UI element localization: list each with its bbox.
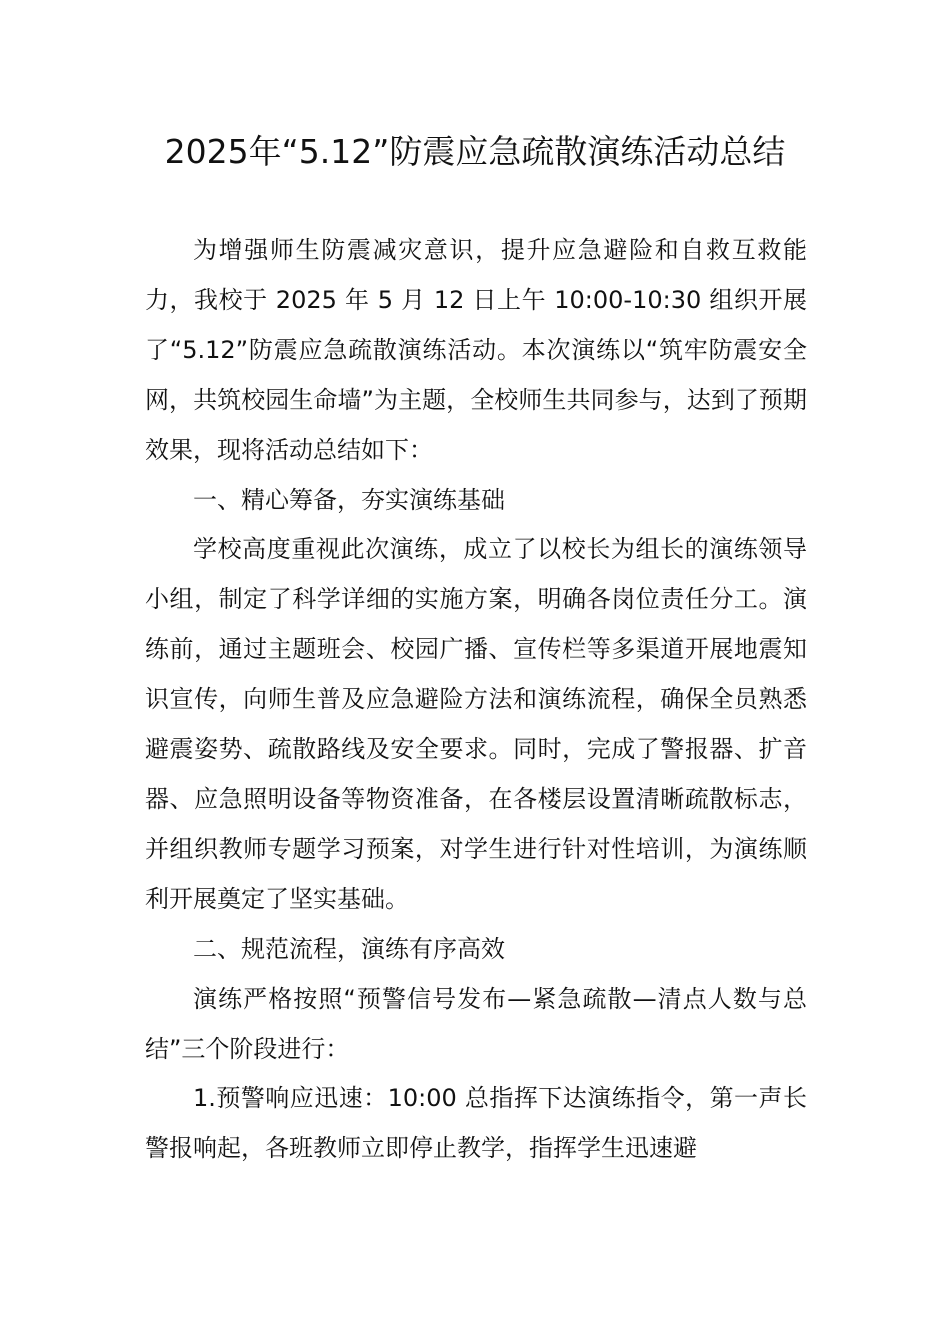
section-2-item-1: 1.预警响应迅速：10:00 总指挥下达演练指令，第一声长警报响起，各班教师立即停止教学，指挥学生迅速避	[145, 1084, 807, 1163]
section-1-paragraph: 学校高度重视此次演练，成立了以校长为组长的演练领导小组，制定了科学详细的实施方案，明确各岗位责任分工。演练前，通过主题班会、校园广播、宣传栏等多渠道开展地震知识宣传，向师生普及应急避险方法和演练流程，确保全员熟悉避震姿势、疏散路线及安全要求。同时，完成了警报器、扩音器、应急照明设备等物资准备，在各楼层设置清晰疏散标志，并组织教师专题学习预案，对学生进行针对性培训，为演练顺利开展奠定了坚实基础。	[145, 535, 807, 913]
document-body	[145, 226, 807, 1174]
section-2-paragraph: 演练严格按照“预警信号发布—紧急疏散—清点人数与总结”三个阶段进行：	[145, 984, 807, 1063]
intro-paragraph: 为增强师生防震减灾意识，提升应急避险和自救互救能力，我校于 2025 年 5 月 12 日上午 10:00-10:30 组织开展了“5.12”防震应急疏散演练活动。本次演练以“筑牢防震安全网，共筑校园生命墙”为主题，全校师生共同参与，达到了预期效果，现将活动总结如下：	[145, 236, 807, 464]
section-heading-1: 一、精心筹备，夯实演练基础	[193, 485, 505, 514]
document-title: 2025年“5.12”防震应急疏散演练活动总结	[164, 132, 786, 171]
section-heading-2: 二、规范流程，演练有序高效	[193, 934, 505, 963]
